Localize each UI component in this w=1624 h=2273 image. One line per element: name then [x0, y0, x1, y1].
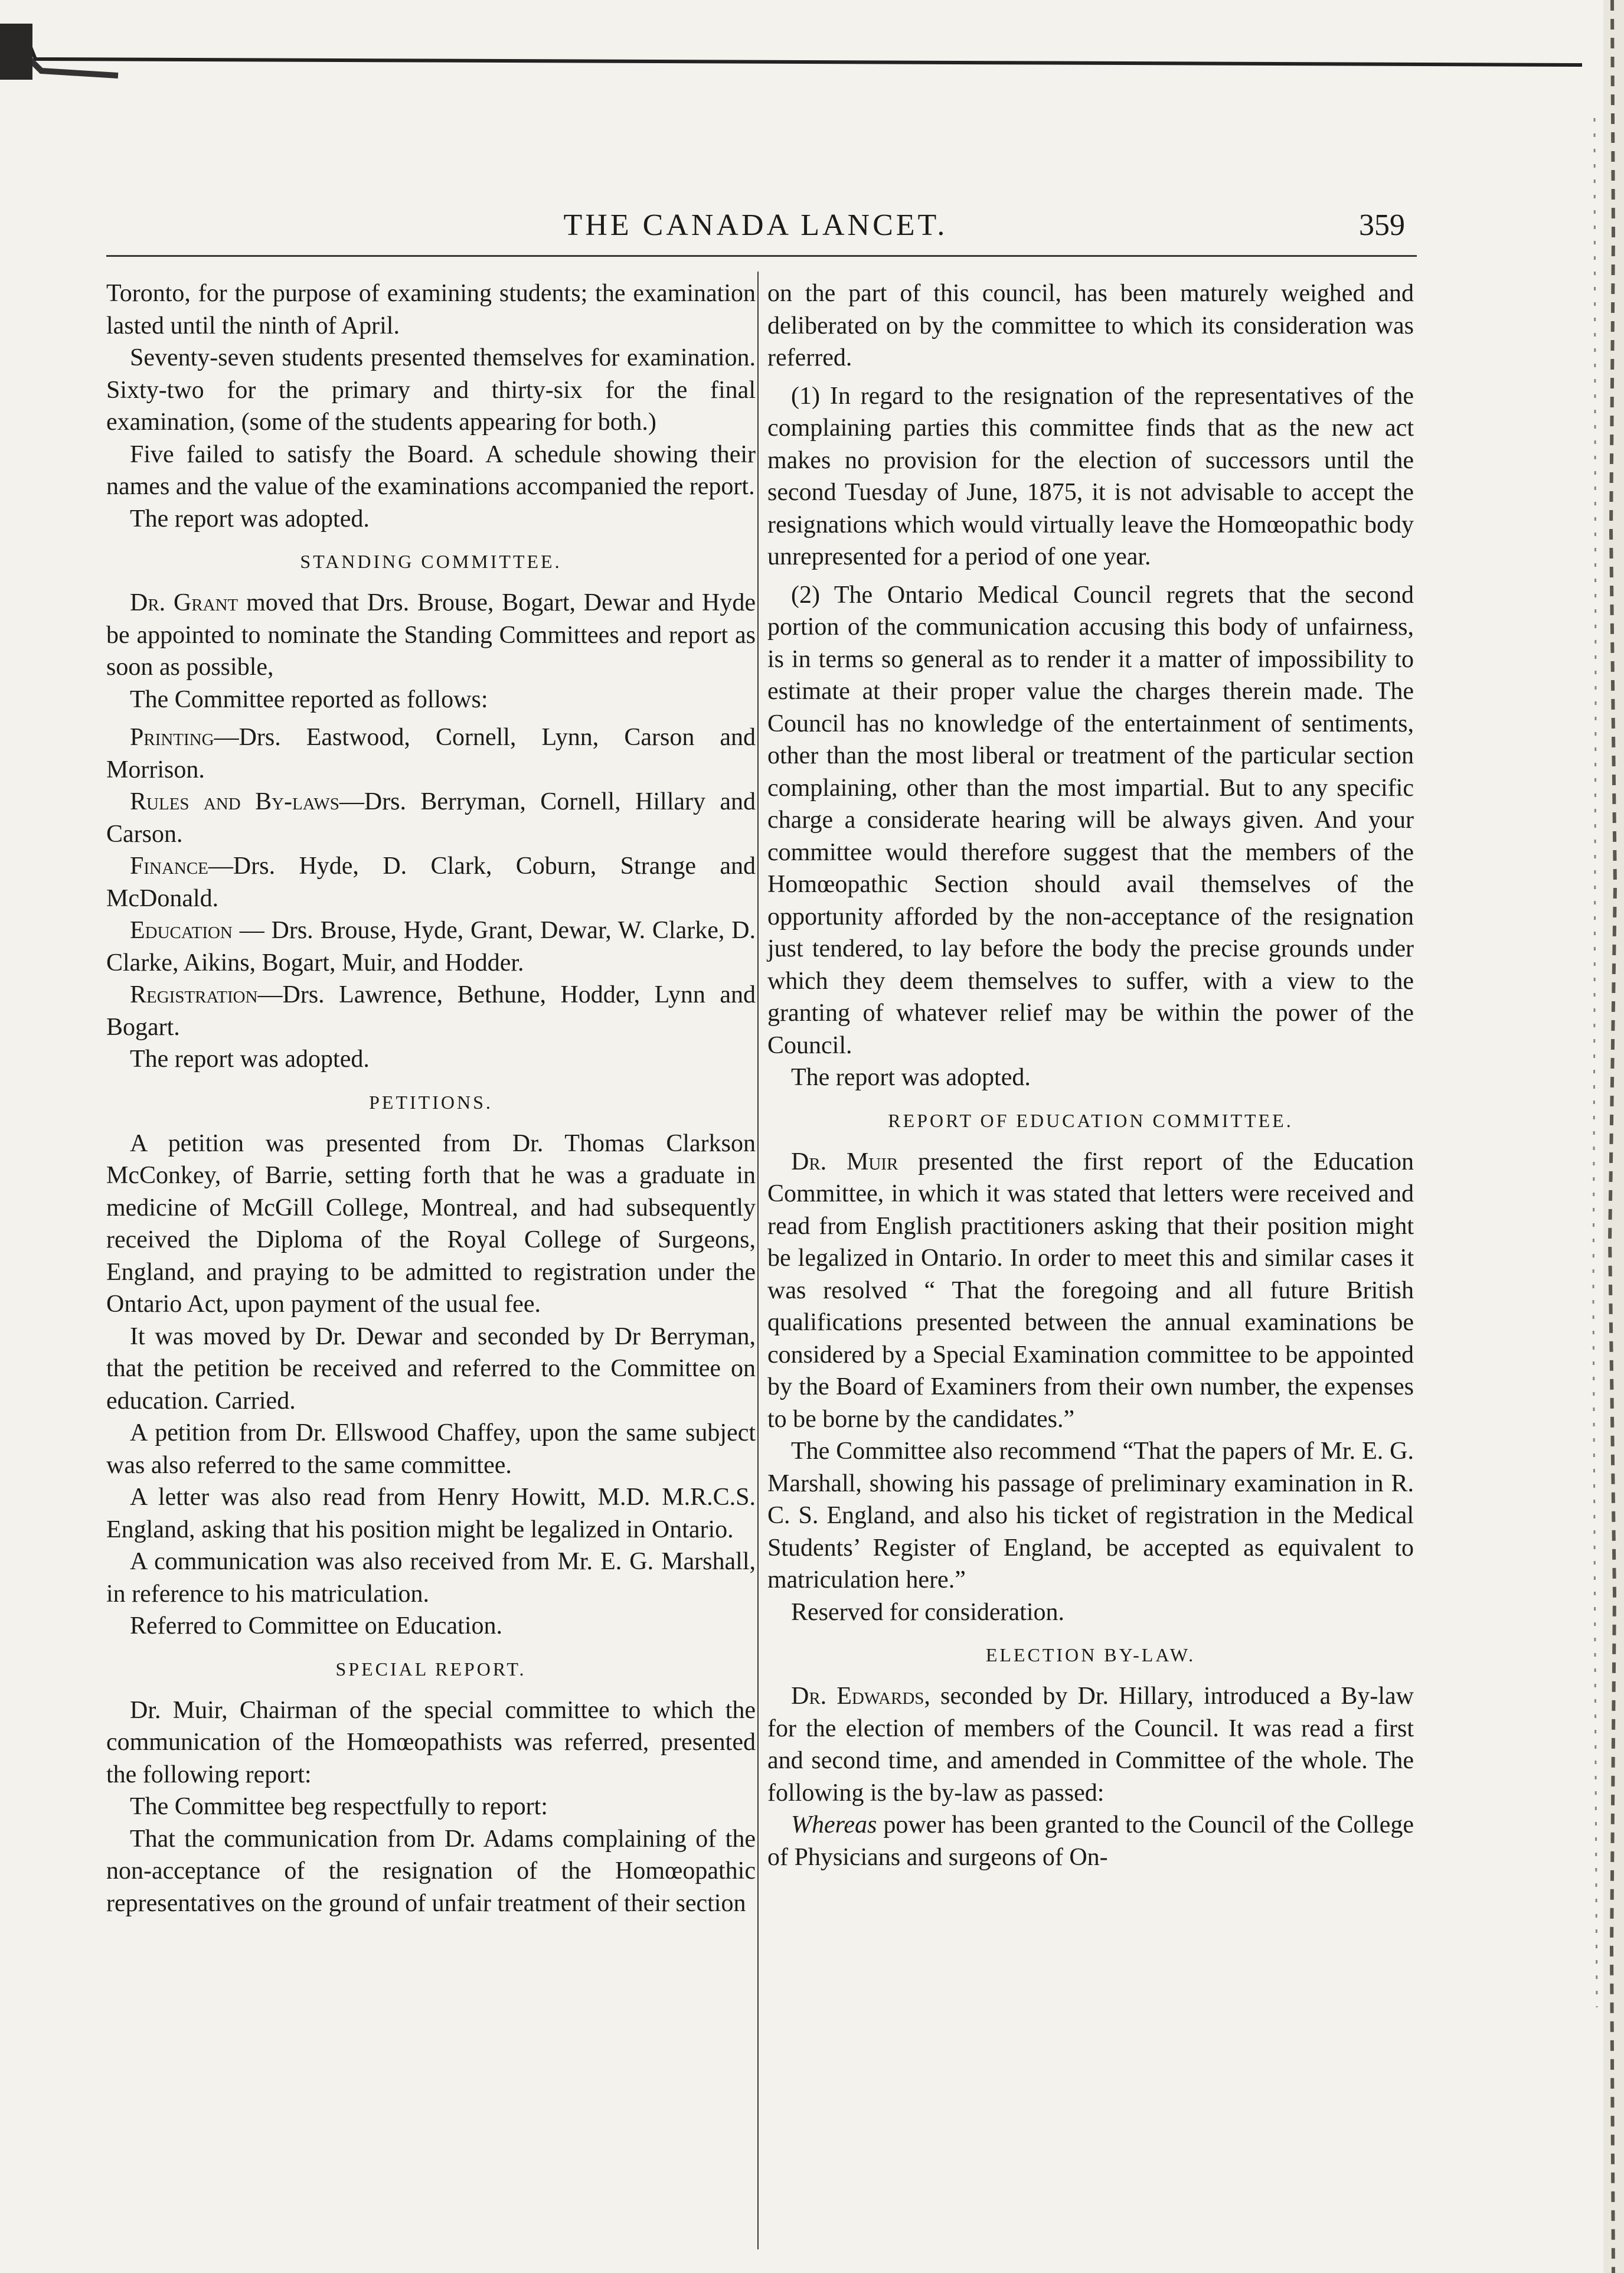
- committee-members: — Drs. Brouse, Hyde, Grant, Dewar, W. Clarke, D. Clarke, Aikins, Bogart, Muir, and Hodder.: [106, 917, 756, 977]
- section-heading-education-committee: REPORT OF EDUCATION COMMITTEE.: [888, 1109, 1293, 1131]
- paragraph-text: moved that Drs. Brouse, Bogart, Dewar and Hyde be appointed to nominate the Standing Committees and report as soon as possible,: [106, 589, 756, 681]
- committee-members: —Drs. Eastwood, Cornell, Lynn, Carson and Morrison.: [106, 724, 756, 783]
- committee-entry: [106, 721, 756, 786]
- section-heading-standing-committee: STANDING COMMITTEE.: [300, 551, 562, 572]
- scan-edge-right: [1571, 0, 1624, 2273]
- committee-name: Printing: [130, 724, 214, 751]
- paragraph: The Committee reported as follows:: [130, 685, 488, 713]
- committee-entry: [106, 850, 756, 915]
- paragraph: on the part of this council, has been maturely weighed and deliberated on by the committee to which its consideration was referred.: [767, 280, 1414, 371]
- paragraph: (1) In regard to the resignation of the representatives of the complaining parties this committee finds that as the new act makes no provision for the election of successors until the second Tuesday of June, 1875, it is not advisable to accept the resignations which would virtually leave the Homœopathic body unrepresented for a period of one year.: [767, 382, 1414, 570]
- speaker-name: Dr. Edwards: [791, 1683, 924, 1710]
- committee-entry: [106, 786, 756, 850]
- paragraph: Toronto, for the purpose of examining students; the examination lasted until the ninth of April.: [106, 280, 756, 339]
- column-divider: [757, 272, 759, 2249]
- paragraph: [767, 1809, 1414, 1873]
- journal-title: THE CANADA LANCET.: [563, 208, 948, 242]
- speaker-name: Dr. Muir: [791, 1148, 898, 1175]
- paragraph: Seventy-seven students presented themselves for examination. Sixty-two for the primary and thirty-six for the final examination, (some of the students appearing for both.): [106, 344, 756, 436]
- paragraph: [767, 1680, 1414, 1809]
- page-header: [106, 208, 1405, 249]
- section-heading-petitions: PETITIONS.: [369, 1091, 493, 1113]
- committee-name: Rules and By-laws: [130, 788, 339, 815]
- committee-members: —Drs. Berryman, Cornell, Hillary and Carson.: [106, 788, 756, 848]
- paragraph: Five failed to satisfy the Board. A schedule showing their names and the value of the examinations accompanied the report.: [106, 440, 756, 500]
- paragraph: [767, 1146, 1414, 1436]
- paragraph: The report was adopted.: [791, 1064, 1031, 1091]
- paragraph: The Committee beg respectfully to report:: [130, 1793, 548, 1820]
- paragraph: Dr. Muir, Chairman of the special committee to which the communication of the Homœopathists was referred, presented the following report:: [106, 1696, 756, 1788]
- paragraph: [106, 587, 756, 684]
- committee-entry: [106, 979, 756, 1043]
- paragraph: A petition was presented from Dr. Thomas Clarkson McConkey, of Barrie, setting forth that he was a graduate in medicine of McGill College, Montreal, and had subsequently received the Diploma of the Royal College of Surgeons, England, and praying to be admitted to registration under the Ontario Act, upon payment of the usual fee.: [106, 1129, 756, 1318]
- page-number: 359: [1359, 208, 1405, 242]
- paragraph-text: presented the first report of the Education Committee, in which it was stated that letters were received and read from English practitioners asking that their position might be legalized in Ontario. In order to meet this and similar cases it was resolved “ That the foregoing and all future British qualifications presented between the annual examinations be considered by a Special Examination committee to be appointed by the Board of Examiners from their own number, the expenses to be borne by the candidates.”: [767, 1148, 1414, 1433]
- paragraph: It was moved by Dr. Dewar and seconded by Dr Berryman, that the petition be received and referred to the Committee on education. Carried.: [106, 1322, 756, 1415]
- paragraph-text: , seconded by Dr. Hillary, introduced a By-law for the election of members of the Council. It was read a first and second time, and amended in Committee of the whole. The following is the by-law as passed:: [767, 1683, 1414, 1807]
- section-heading-election-by-law: ELECTION BY-LAW.: [985, 1644, 1196, 1665]
- header-rule: [106, 255, 1417, 257]
- paragraph: Reserved for consideration.: [791, 1598, 1065, 1626]
- committee-name: Registration: [130, 981, 258, 1008]
- paragraph: The report was adopted.: [130, 505, 370, 533]
- right-column: [767, 277, 1414, 1873]
- paragraph: A petition from Dr. Ellswood Chaffey, upon the same subject was also referred to the same committee.: [106, 1419, 756, 1479]
- paragraph: That the communication from Dr. Adams complaining of the non-acceptance of the resignation of the Homœopathic representatives on the ground of unfair treatment of their section: [106, 1825, 756, 1917]
- committee-entry: [106, 915, 756, 979]
- paragraph: The Committee also recommend “That the papers of Mr. E. G. Marshall, showing his passage of preliminary examination in R. C. S. England, and also his ticket of registration in the Medical Students’ Register of England, be accepted as equivalent to matriculation here.”: [767, 1438, 1414, 1593]
- paragraph: (2) The Ontario Medical Council regrets that the second portion of the communication accusing this body of unfairness, is in terms so general as to render it a matter of impossibility to estimate at their proper value the charges therein made. The Council has no knowledge of the entertainment of sentiments, other than the most liberal or treatment of the particular section complaining, other than the most impartial. But to any specific charge a considerate hearing will be always given. And your committee would therefore suggest that the members of the Homœopathic Section should avail themselves of the opportunity afforded by the non-acceptance of the resignation just tendered, to lay before the body the precise grounds under which they deem themselves to suffer, with a view to the granting of whatever relief may be within the power of the Council.: [767, 581, 1414, 1059]
- left-column: [106, 277, 756, 1919]
- scan-edge-top: [0, 24, 1582, 80]
- paragraph: Referred to Committee on Education.: [130, 1612, 502, 1640]
- section-heading-special-report: SPECIAL REPORT.: [335, 1658, 527, 1680]
- paragraph-text: power has been granted to the Council of the College of Physicians and surgeons of On-: [767, 1811, 1414, 1871]
- paragraph: A communication was also received from Mr. E. G. Marshall, in reference to his matriculation.: [106, 1548, 756, 1608]
- paragraph: The report was adopted.: [130, 1046, 370, 1073]
- italic-word: Whereas: [791, 1811, 877, 1838]
- committee-members: —Drs. Lawrence, Bethune, Hodder, Lynn and Bogart.: [106, 981, 756, 1041]
- committee-name: Finance: [130, 853, 208, 880]
- paragraph: A letter was also read from Henry Howitt, M.D. M.R.C.S. England, asking that his position might be legalized in Ontario.: [106, 1484, 756, 1543]
- committee-name: Education: [130, 917, 233, 944]
- committee-members: —Drs. Hyde, D. Clark, Coburn, Strange and McDonald.: [106, 853, 756, 912]
- speaker-name: Dr. Grant: [130, 589, 238, 616]
